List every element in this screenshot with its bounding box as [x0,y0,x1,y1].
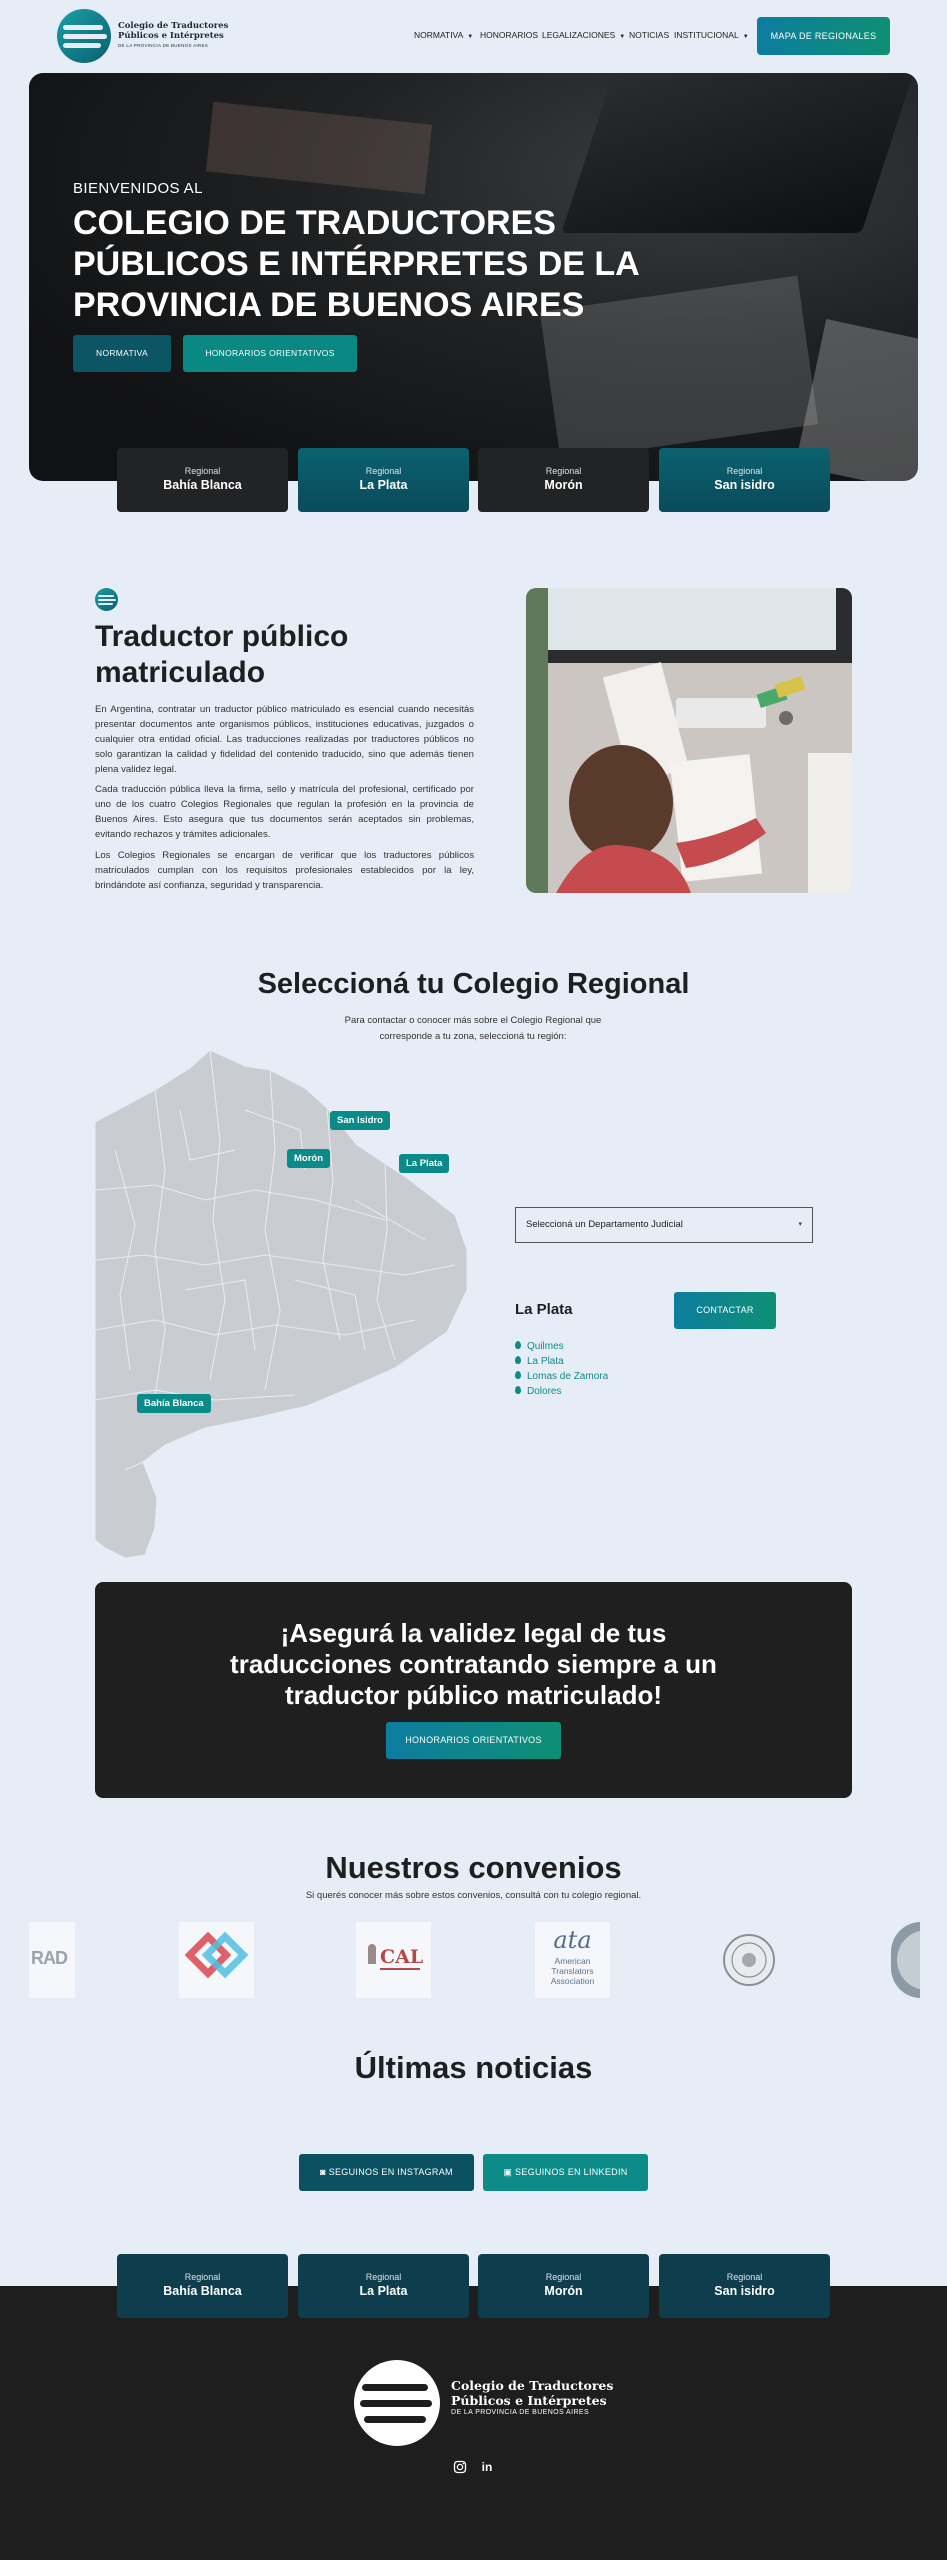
cta-title: ¡Asegurá la validez legal de tus traducciones contratando siempre a un traductor público matriculado! [230,1618,717,1710]
map-regionales-button[interactable]: MAPA DE REGIONALES [757,17,890,55]
footer-regional-bahia-blanca[interactable] [117,2254,288,2318]
cta-honorarios-button[interactable]: HONORARIOS ORIENTATIVOS [386,1722,561,1759]
footer-logo-icon[interactable] [354,2360,440,2446]
regional-card-bahia-blanca[interactable] [117,448,288,512]
location-pin-icon [515,1341,521,1349]
regional-prefix: Regional [545,466,582,476]
convenio-logo-text: Association [550,1976,595,1986]
convenio-logo-text: Translators [551,1966,594,1976]
footer-regional-moron[interactable] [478,2254,649,2318]
normativa-button[interactable]: NORMATIVA [73,335,171,372]
regional-prefix: Regional [726,2272,763,2282]
nav-label: LEGALIZACIONES [542,30,616,40]
convenios-title: Nuestros convenios [325,1850,622,1885]
nav-label: NORMATIVA [414,30,464,40]
footer-line-1: Colegio de Traductores [451,2378,614,2393]
city-name: Dolores [527,1386,562,1397]
province-map[interactable] [95,1050,475,1560]
convenio-logo-text: ata [553,1926,592,1954]
regional-card-la-plata[interactable] [298,448,469,512]
regional-name: Morón [544,2284,583,2298]
footer-regional-san-isidro[interactable] [659,2254,830,2318]
regional-prefix: Regional [726,466,763,476]
linkedin-button[interactable] [483,2154,648,2191]
regional-card-moron[interactable] [478,448,649,512]
chevron-down-icon: ▾ [798,1221,802,1228]
city-item [515,1341,564,1352]
regional-prefix: Regional [184,2272,221,2282]
footer-line-2: Públicos e Intérpretes [451,2393,607,2408]
convenio-logo-4[interactable] [535,1922,610,1998]
selected-region-name: La Plata [515,1301,573,1318]
select-region-title: Seleccioná tu Colegio Regional [257,968,690,1000]
regional-prefix: Regional [184,466,221,476]
news-title: Últimas noticias [354,2050,593,2085]
city-item [515,1386,561,1397]
nav-institucional[interactable] [674,30,749,40]
location-pin-icon [515,1371,521,1379]
regional-name: San isidro [714,478,775,492]
regional-prefix: Regional [365,2272,402,2282]
regional-name: La Plata [359,2284,408,2298]
city-name: Lomas de Zamora [527,1371,609,1382]
regional-name: Bahía Blanca [163,2284,242,2298]
linkedin-label: SEGUINOS EN LINKEDIN [515,2167,628,2177]
city-name: La Plata [527,1356,564,1367]
select-value: Seleccioná un Departamento Judicial [526,1219,683,1230]
regional-name: La Plata [359,478,408,492]
chevron-down-icon: ▼ [742,34,749,40]
logo-line-3: DE LA PROVINCIA DE BUENOS AIRES [118,43,209,48]
instagram-icon[interactable] [453,2460,467,2474]
hero-welcome: BIENVENIDOS AL [73,180,203,197]
chevron-down-icon: ▼ [467,34,474,40]
site-footer [0,2286,947,2560]
logo-mark-icon [95,588,118,611]
instagram-icon: ◙ [320,2167,329,2177]
hero-background-image [206,102,432,195]
logo-text[interactable] [118,21,228,41]
contact-button[interactable]: CONTACTAR [674,1292,776,1329]
departamento-judicial-select[interactable] [515,1207,813,1243]
logo-line-2: Públicos e Intérpretes [118,31,224,41]
convenios-subtitle: Si querés conocer más sobre estos convenios, consultá con tu colegio regional. [305,1890,642,1901]
convenio-logo-3[interactable] [356,1922,431,1998]
location-pin-icon [515,1386,521,1394]
convenio-logo-text: American [554,1956,591,1966]
intro-paragraph: Los Colegios Regionales se encargan de verificar que los traductores públicos matriculados cumplan con los requisitos profesionales establecidos por la ley, brindándote así confianza, seguridad y transparencia. [95,850,474,891]
intro-paragraph: Cada traducción pública lleva la firma, sello y matrícula del profesional, certificado por uno de los cuatro Colegios Regionales que regulan la profesión en la provincia de Buenos Aires. Esto asegura que tus documentos serán aceptados sin problemas, evitando rechazos y trámites adicionales. [95,784,474,840]
convenio-logo-2[interactable] [179,1922,254,1998]
convenio-logo-text: CAL [380,1946,424,1968]
convenio-logo-5[interactable] [712,1922,787,1998]
regional-card-san-isidro[interactable] [659,448,830,512]
map-label-moron[interactable]: Morón [287,1149,330,1168]
convenio-logo-1[interactable] [29,1922,75,1998]
regional-prefix: Regional [545,2272,582,2282]
nav-legalizaciones[interactable] [542,30,625,40]
nav-label: HONORARIOS [480,30,539,40]
convenio-logo-6[interactable] [891,1922,920,1998]
regional-prefix: Regional [365,466,402,476]
instagram-label: SEGUINOS EN INSTAGRAM [328,2167,453,2177]
city-item [515,1371,608,1382]
diamond-logo-icon [179,1922,254,1998]
hero-title: COLEGIO DE TRADUCTORES PÚBLICOS E INTÉRPRETES DE LA PROVINCIA DE BUENOS AIRES [73,204,639,324]
nav-noticias[interactable] [629,30,669,40]
translator-photo [526,588,852,893]
nav-label: INSTITUCIONAL [674,30,739,40]
nav-normativa[interactable] [414,30,473,40]
hero-banner [29,73,918,481]
map-label-la-plata[interactable]: La Plata [399,1154,449,1173]
map-label-san-isidro[interactable]: San Isidro [330,1111,390,1130]
nav-label: NOTICIAS [629,30,670,40]
footer-regional-la-plata[interactable] [298,2254,469,2318]
nav-honorarios[interactable] [480,30,538,40]
regional-name: San isidro [714,2284,775,2298]
chevron-down-icon: ▼ [619,34,626,40]
city-item [515,1356,564,1367]
city-name: Quilmes [527,1341,564,1352]
honorarios-button[interactable]: HONORARIOS ORIENTATIVOS [183,335,357,372]
regional-name: Bahía Blanca [163,478,242,492]
convenio-logo-text: RAD [31,1948,67,1968]
linkedin-icon: ▣ [503,2167,516,2177]
seal-logo-icon [712,1922,787,1998]
logo-line-1: Colegio de Traductores [118,21,229,31]
location-pin-icon [515,1356,521,1364]
regional-name: Morón [544,478,583,492]
logo-icon[interactable] [57,9,111,63]
linkedin-icon[interactable]: in [481,2460,493,2474]
site-header [0,0,947,72]
map-label-bahia-blanca[interactable]: Bahía Blanca [137,1394,211,1413]
instagram-button[interactable] [299,2154,474,2191]
footer-line-3: DE LA PROVINCIA DE BUENOS AIRES [451,2409,590,2416]
select-region-subtitle: Para contactar o conocer más sobre el Colegio Regional que corresponde a tu zona, seleccioná tu región: [344,1015,602,1042]
footer-logo-text [451,2378,613,2408]
intro-paragraph: En Argentina, contratar un traductor público matriculado es esencial cuando necesitás presentar documentos ante organismos públicos, instituciones educativas, juzgados o cualquier otra entidad oficial. Las traducciones realizadas por traductores públicos no solo garantizan la calidad y fidelidad del contenido traducido, sino que además tienen plena validez legal. [95,704,474,775]
intro-title: Traductor público matriculado [95,620,349,689]
